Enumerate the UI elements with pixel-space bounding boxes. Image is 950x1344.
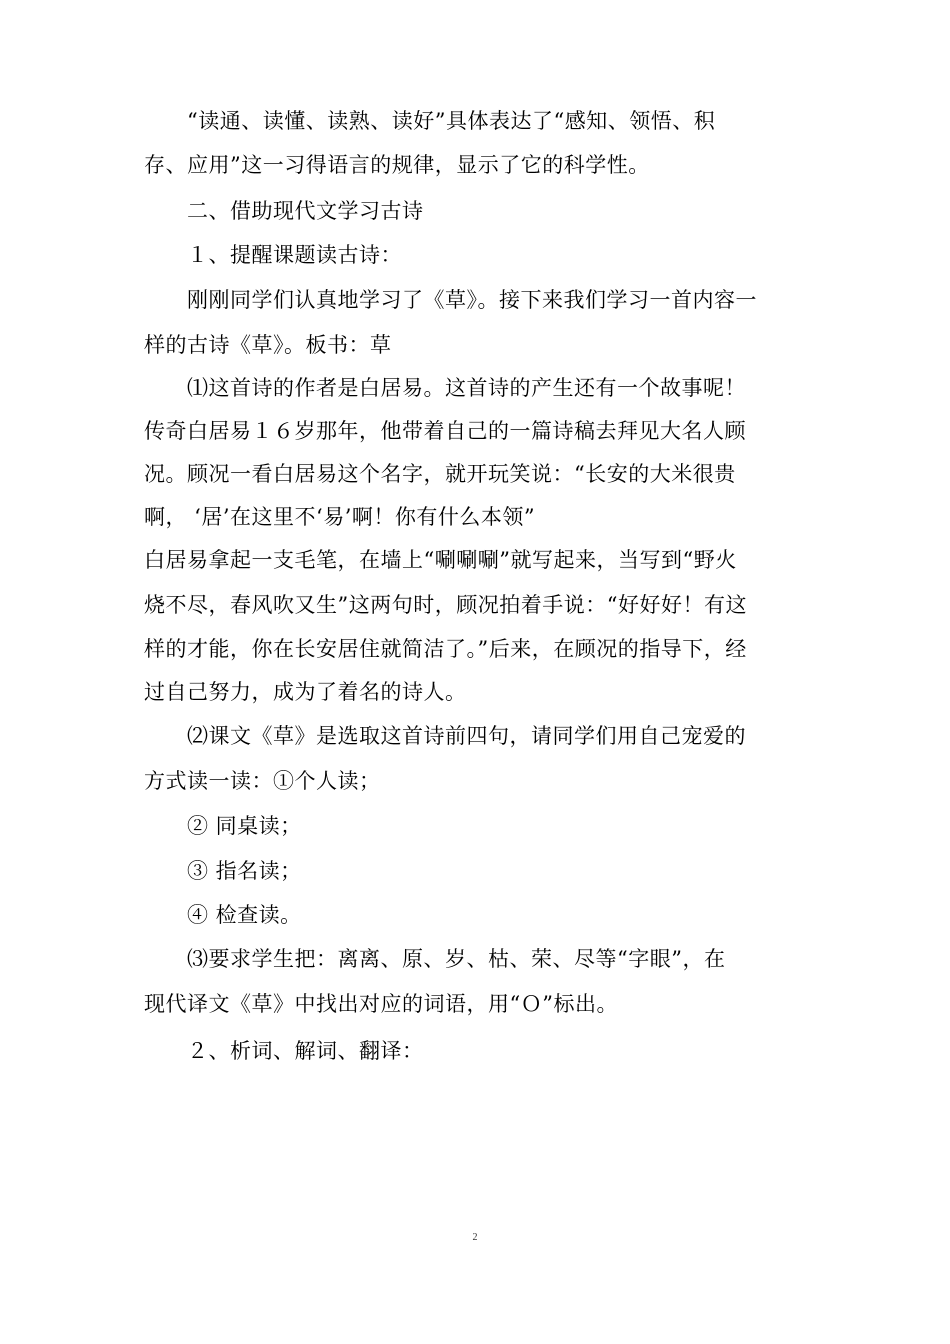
paragraph-line: 现代译文《草》中找出对应的词语，用“Ｏ”标出。 [144, 992, 618, 1016]
paragraph-line: ⑴这首诗的作者是白居易。这首诗的产生还有一个故事呢！ [144, 376, 746, 400]
paragraph-line: ⑵课文《草》是选取这首诗前四句，请同学们用自己宠爱的 [144, 724, 746, 748]
paragraph-line: 样的才能，你在长安居住就简洁了。”后来，在顾况的指导下，经 [144, 637, 747, 661]
paragraph-line: 存、应用”这一习得语言的规律，显示了它的科学性。 [144, 153, 650, 177]
paragraph-line: 况。顾况一看白居易这个名字，就开玩笑说：“长安的大米很贵 [144, 462, 736, 486]
subsection-heading: ２、析词、解词、翻译： [144, 1039, 424, 1063]
paragraph-line: 传奇白居易１６岁那年，他带着自己的一篇诗稿去拜见大名人顾 [144, 419, 746, 443]
list-item: ③ 指名读； [144, 859, 302, 883]
subsection-heading: １、提醒课题读古诗： [144, 243, 402, 267]
section-heading: 二、借助现代文学习古诗 [144, 199, 424, 223]
list-item: ④ 检查读。 [144, 903, 302, 927]
paragraph-line: 过自己努力，成为了着名的诗人。 [144, 680, 467, 704]
paragraph-line: 白居易拿起一支毛笔，在墙上“唰唰唰”就写起来，当写到“野火 [144, 548, 737, 572]
page-number: 2 [472, 1232, 478, 1243]
paragraph-line: 方式读一读：①个人读； [144, 769, 381, 793]
paragraph-line: ⑶要求学生把：离离、原、岁、枯、荣、尽等“字眼”，在 [144, 947, 726, 971]
paragraph-line: 样的古诗《草》。板书：草 [144, 333, 392, 357]
paragraph-line: 啊， ‘居’在这里不‘易’啊！你有什么本领” [144, 505, 536, 529]
paragraph-line: 烧不尽，春风吹又生”这两句时，顾况拍着手说：“好好好！有这 [144, 593, 747, 617]
paragraph-line: 刚刚同学们认真地学习了《草》。接下来我们学习一首内容一 [144, 288, 757, 312]
list-item: ② 同桌读； [144, 814, 302, 838]
paragraph-line: “读通、读懂、读熟、读好”具体表达了“感知、领悟、积 [144, 109, 716, 133]
